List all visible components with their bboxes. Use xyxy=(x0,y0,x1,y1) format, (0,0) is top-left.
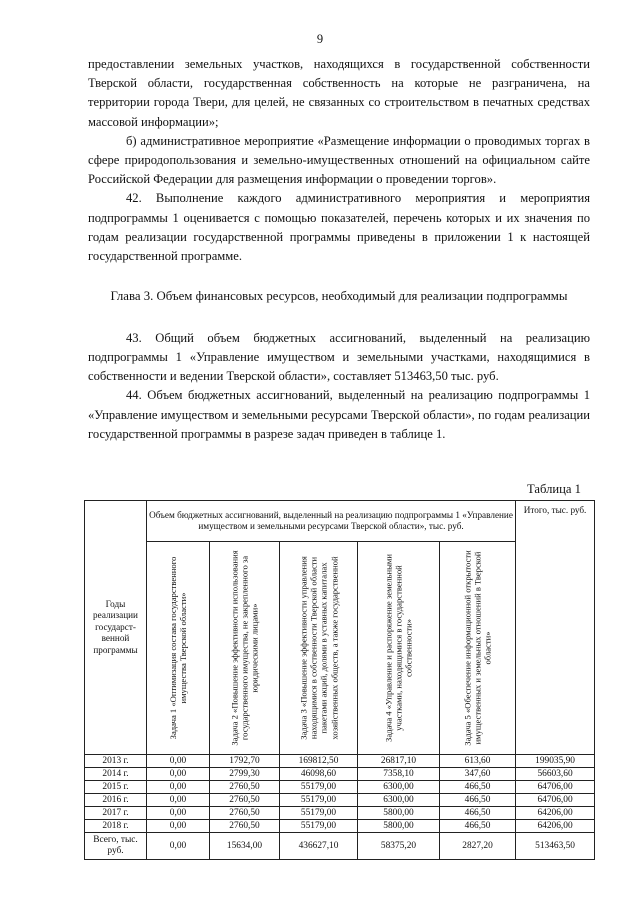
total-sum: 513463,50 xyxy=(516,833,595,860)
cell-task3: 55179,00 xyxy=(280,820,358,833)
task-header-4 xyxy=(358,542,440,755)
cell-task1: 0,00 xyxy=(147,794,210,807)
cell-task5: 466,50 xyxy=(440,781,516,794)
budget-table xyxy=(84,500,595,860)
cell-task5: 466,50 xyxy=(440,794,516,807)
cell-task4: 6300,00 xyxy=(358,781,440,794)
total-task2: 15634,00 xyxy=(210,833,280,860)
cell-task2: 2799,30 xyxy=(210,768,280,781)
cell-task3: 46098,60 xyxy=(280,768,358,781)
cell-task2: 2760,50 xyxy=(210,781,280,794)
page-number: 9 xyxy=(316,32,324,46)
cell-task5: 347,60 xyxy=(440,768,516,781)
task-header-2 xyxy=(210,542,280,755)
paragraph-42: 42. Выполнение каждого административного мероприятия и мероприятия подпрограммы 1 оценивается с помощью показателей, перечень которых и их значения по годам реализации государственной программы приведены в приложении 1 к настоящей государственной программе. xyxy=(88,191,590,264)
total-task1: 0,00 xyxy=(147,833,210,860)
table-row xyxy=(85,807,595,820)
paragraph-b: б) административное мероприятие «Размещение информации о проводимых торгах в сфере природопользования и земельно-имущественных отношений на официальном сайте Российской Федерации для размещения информации о проведении торгов». xyxy=(88,133,590,187)
table-row xyxy=(85,794,595,807)
cell-total: 64206,00 xyxy=(516,820,595,833)
task-header-3 xyxy=(280,542,358,755)
task-header-5 xyxy=(440,542,516,755)
group-header: Объем бюджетных ассигнований, выделенный на реализацию подпрограммы 1 «Управление имуществом и земельными ресурсами Тверской области», тыс. руб. xyxy=(147,501,516,542)
cell-task4: 26817,10 xyxy=(358,755,440,768)
cell-total: 64206,00 xyxy=(516,807,595,820)
cell-task1: 0,00 xyxy=(147,807,210,820)
table-row xyxy=(85,768,595,781)
cell-task1: 0,00 xyxy=(147,781,210,794)
cell-task1: 0,00 xyxy=(147,820,210,833)
cell-total: 56603,60 xyxy=(516,768,595,781)
cell-task4: 5800,00 xyxy=(358,820,440,833)
cell-task3: 169812,50 xyxy=(280,755,358,768)
cell-task2: 2760,50 xyxy=(210,820,280,833)
cell-task1: 0,00 xyxy=(147,768,210,781)
task-header-1 xyxy=(147,542,210,755)
total-task5: 2827,20 xyxy=(440,833,516,860)
paragraph-continuation: предоставлении земельных участков, находящихся в государственной собственности Тверской области, государственная собственность на которые не разграничена, на территории города Твери, для целей, не связанных со строительством в печатных средствах массовой информации»; xyxy=(88,57,590,129)
row-year: 2015 г. xyxy=(85,781,147,794)
task-header-3-text: Задача 3 «Повышение эффективности управления находящимися в собственности Тверской области пакетами акций, долями в уставных капиталах хозяйственных обществ, а также государственной xyxy=(298,556,339,740)
row-year: 2018 г. xyxy=(85,820,147,833)
row-year: 2016 г. xyxy=(85,794,147,807)
document-body xyxy=(88,55,590,444)
cell-task3: 55179,00 xyxy=(280,807,358,820)
cell-task5: 466,50 xyxy=(440,807,516,820)
row-year: 2017 г. xyxy=(85,807,147,820)
row-year: 2013 г. xyxy=(85,755,147,768)
years-header: Годы реализации государст-венной программы xyxy=(85,501,147,755)
cell-task2: 1792,70 xyxy=(210,755,280,768)
cell-task4: 6300,00 xyxy=(358,794,440,807)
cell-task5: 466,50 xyxy=(440,820,516,833)
total-task4: 58375,20 xyxy=(358,833,440,860)
total-header: Итого, тыс. руб. xyxy=(516,501,595,755)
paragraph-43: 43. Общий объем бюджетных ассигнований, выделенный на реализацию подпрограммы 1 «Управление имуществом и земельными участками, находящимися в собственности и ведении Тверской области», составляет 513463,50 тыс. руб. xyxy=(88,330,590,384)
cell-task3: 55179,00 xyxy=(280,794,358,807)
cell-task4: 5800,00 xyxy=(358,807,440,820)
task-header-4-text: Задача 4 «Управление и распоряжение земельными участками, находящимися в государственной собственности» xyxy=(383,554,414,742)
table-caption: Таблица 1 xyxy=(527,482,581,496)
cell-task4: 7358,10 xyxy=(358,768,440,781)
cell-task1: 0,00 xyxy=(147,755,210,768)
task-header-5-text: Задача 5 «Обеспечение информационной открытости имущественных и земельных отношений в Тверской области» xyxy=(462,550,493,746)
total-task3: 436627,10 xyxy=(280,833,358,860)
task-header-1-text: Задача 1 «Оптимизация состава государственного имущества Тверской области» xyxy=(167,556,188,740)
table-row xyxy=(85,781,595,794)
cell-task3: 55179,00 xyxy=(280,781,358,794)
task-header-2-text: Задача 2 «Повышение эффективности использования государственного имущества, не закрепленного за юридическими лицами» xyxy=(229,550,260,746)
table-row xyxy=(85,820,595,833)
table-row xyxy=(85,755,595,768)
cell-total: 64706,00 xyxy=(516,781,595,794)
paragraph-44: 44. Объем бюджетных ассигнований, выделенный на реализацию подпрограммы 1 «Управление имуществом и земельными ресурсами Тверской области», по годам реализации государственной программы в разрезе задач приведен в таблице 1. xyxy=(88,388,590,441)
cell-total: 64706,00 xyxy=(516,794,595,807)
total-label: Всего, тыс. руб. xyxy=(85,833,147,860)
cell-task2: 2760,50 xyxy=(210,807,280,820)
chapter-heading: Глава 3. Объем финансовых ресурсов, необходимый для реализации подпрограммы xyxy=(110,289,568,304)
cell-task2: 2760,50 xyxy=(210,794,280,807)
cell-total: 199035,90 xyxy=(516,755,595,768)
row-year: 2014 г. xyxy=(85,768,147,781)
table-total-row xyxy=(85,833,595,860)
cell-task5: 613,60 xyxy=(440,755,516,768)
